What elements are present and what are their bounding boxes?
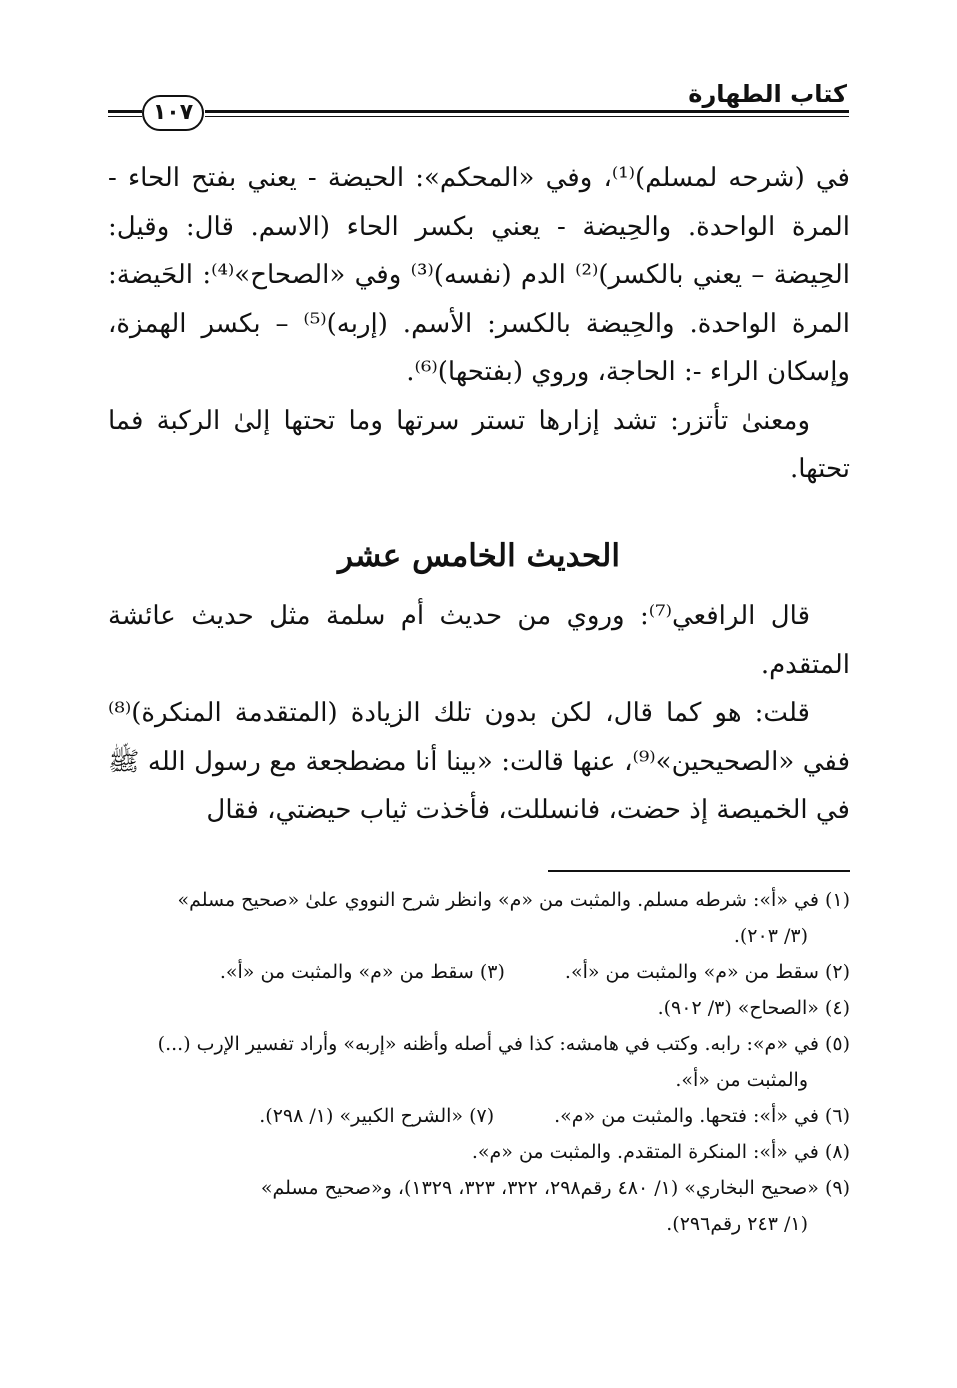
header-rule-left-thin: [108, 116, 142, 117]
footnote-4: (٤) «الصحاح» (٣/ ٩٠٢).: [657, 997, 850, 1019]
running-title: كتاب الطهارة: [688, 80, 847, 108]
section-paragraph-2: قلت: هو كما قال، لكن بدون تلك الزيادة (المتقدمة المنكرة)⁽⁸⁾ ففي «الصحيحين»⁽⁹⁾، عنها قالت: «بينا أنا مضطجعة مع رسول الله ﷺ في الخميصة إذ حضت، فانسللت، فأخذت ثياب حيضتي، فقال: [108, 698, 850, 825]
footnotes: [108, 882, 850, 1242]
section-text: [108, 592, 850, 835]
header-rule-thin: [205, 116, 849, 117]
section-heading: الحديث الخامس عشر: [338, 538, 620, 574]
footnote-1-continuation: (٣/ ٢٠٣).: [733, 925, 808, 947]
section-paragraph-1: قال الرافعي⁽⁷⁾: وروي من حديث أم سلمة مثل حديث عائشة المتقدم.: [108, 601, 850, 680]
footnote-9-continuation: (١/ ٢٤٣ رقم٢٩٦).: [666, 1213, 808, 1235]
footnote-5: [108, 1026, 850, 1098]
footnote-row-6-7: [108, 1098, 850, 1134]
footnote-5-text: (٥) في «م»: رابه. وكتب في هامشه: كذا في أصله وأظنه «إربه» وأراد تفسير الإرب (...): [157, 1033, 850, 1055]
header-rule: [205, 110, 849, 113]
footnote-6: (٦) في «أ»: فتحها. والمثبت من «م».: [554, 1105, 850, 1127]
footnote-2: (٢) سقط من «م» والمثبت من «أ».: [564, 961, 850, 983]
footnote-5-continuation: والمثبت من «أ».: [675, 1069, 808, 1091]
body-paragraph-2: ومعنىٰ تأتزر: تشد إزارها تستر سرتها وما تحتها إلىٰ الركبة فما تحتها.: [108, 405, 850, 484]
footnote-8: (٨) في «أ»: المنكرة المتقدم. والمثبت من «م».: [471, 1141, 850, 1163]
footnote-divider: [548, 870, 850, 872]
body-paragraph-1: في (شرحه لمسلم)⁽¹⁾، وفي «المحكم»: الحيضة - يعني بفتح الحاء - المرة الواحدة. والحِيضة - يعني بكسر الحاء (الاسم. قال: وقيل: الحِيضة – يعني بالكسر)⁽²⁾ الدم (نفسه)⁽³⁾ وفي «الصحاح»⁽⁴⁾: الحَيضة: المرة الواحدة. والحِيضة بالكسر: الأسم. (إربه)⁽⁵⁾ – بكسر الهمزة، وإسكان الراء -: الحاجة، وروي (بفتحها)⁽⁶⁾.: [108, 163, 850, 387]
footnote-1-text: (١) في «أ»: شرطه مسلم. والمثبت من «م» وانظر شرح النووي علىٰ «صحيح مسلم»: [177, 889, 850, 911]
header-rule-left: [108, 110, 142, 113]
footnote-3: (٣) سقط من «م» والمثبت من «أ».: [219, 961, 505, 983]
body-text: [108, 154, 850, 494]
footnote-7: (٧) «الشرح الكبير» (١/ ٢٩٨).: [259, 1105, 495, 1127]
footnote-9: [108, 1170, 850, 1242]
footnote-9-text: (٩) «صحيح البخاري» (١/ ٤٨٠ رقم٢٩٨، ٣٢٢، ٣٢٣، ١٣٢٩)، و«صحيح مسلم»: [260, 1177, 850, 1199]
footnote-row-2-3: [108, 954, 850, 990]
page-number: ١٠٧: [142, 95, 204, 131]
footnote-1: [108, 882, 850, 954]
